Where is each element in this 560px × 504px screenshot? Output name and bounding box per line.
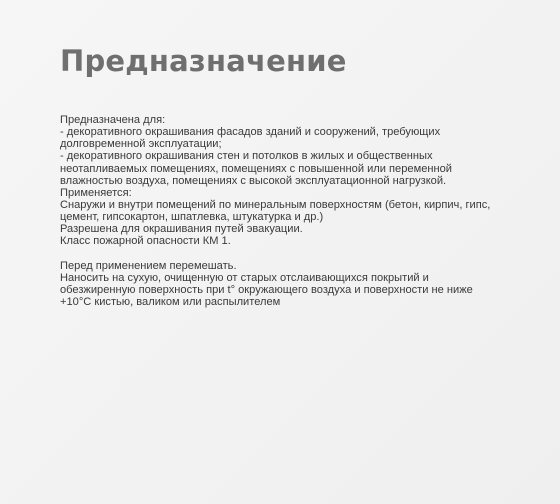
text-line: неотапливаемых помещениях, помещениях с повышенной или переменной (60, 162, 452, 175)
text-line: обезжиренную поверхность при t° окружающего воздуха и поверхности не ниже (60, 283, 473, 296)
text-line: - декоративного окрашивания фасадов зданий и сооружений, требующих (60, 126, 441, 139)
text-line: Снаружи и внутри помещений по минеральным поверхностям (бетон, кирпич, гипс, (60, 198, 491, 211)
paragraph-spacer (60, 248, 530, 260)
page-title: Предназначение (60, 44, 347, 78)
text-line: Наносить на сухую, очищенную от старых отслаивающихся покрытий и (60, 271, 429, 284)
text-line: - декоративного окрашивания стен и потолков в жилых и общественных (60, 150, 433, 163)
text-line: +10°C кистью, валиком или распылителем (60, 296, 281, 309)
text-line: Перед применением перемешать. (60, 259, 237, 272)
text-line: Класс пожарной опасности КМ 1. (60, 235, 231, 248)
description-text (60, 114, 530, 308)
text-line: Предназначена для: (60, 114, 166, 126)
text-line: долговременной эксплуатации; (60, 138, 222, 151)
text-line: Применяется: (60, 186, 132, 199)
text-line: влажностью воздуха, помещениях с высокой эксплуатационной нагрузкой. (60, 174, 447, 187)
text-line: Разрешена для окрашивания путей эвакуации. (60, 223, 303, 236)
text-line: цемент, гипсокартон, шпатлевка, штукатурка и др.) (60, 211, 324, 224)
